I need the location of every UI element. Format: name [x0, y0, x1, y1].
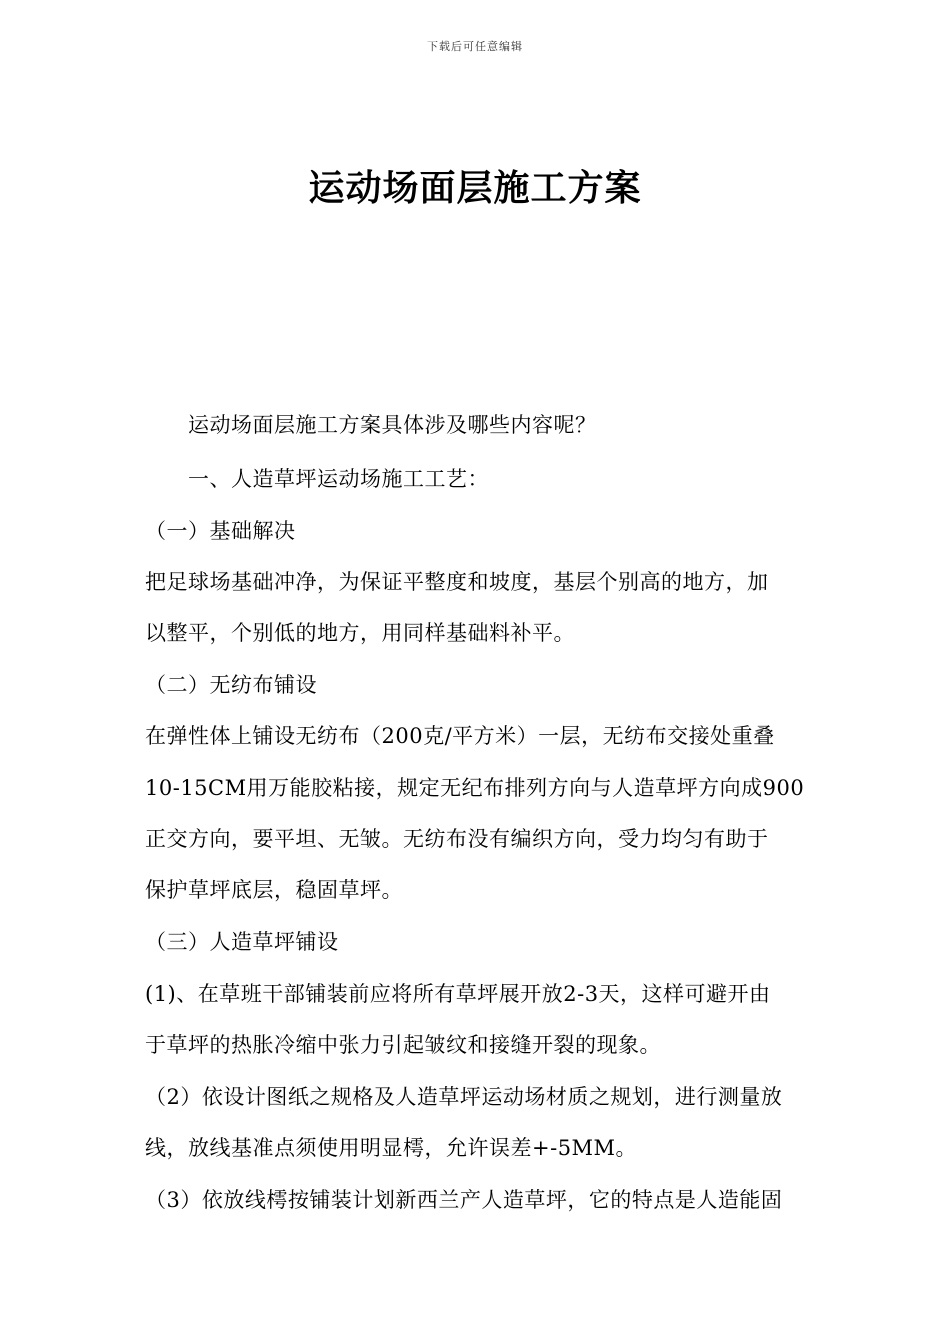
paragraph-line: 保护草坪底层，稳固草坪。	[145, 878, 403, 902]
paragraph-line: （3）依放线樗按铺装计划新西兰产人造草坪，它的特点是人造能固	[145, 1188, 783, 1212]
paragraph-line: 线，放线基准点须使用明显樗，允许误差+-5MM。	[145, 1136, 638, 1160]
intro-question: 运动场面层施工方案具体涉及哪些内容呢？	[188, 413, 597, 437]
paragraph-line: 10-15CM用万能胶粘接，规定无纪布排列方向与人造草坪方向成900	[145, 776, 805, 800]
subsection-heading: （二）无纺布铺设	[145, 673, 317, 697]
document-title: 运动场面层施工方案	[308, 168, 642, 209]
header-note: 下载后可任意编辑	[427, 40, 523, 53]
paragraph-line: 以整平，个别低的地方，用同样基础料补平。	[145, 621, 575, 645]
paragraph-line: 于草坪的热胀冷缩中张力引起皱纹和接缝开裂的现象。	[145, 1033, 661, 1057]
subsection-heading: （一）基础解决	[145, 519, 296, 543]
subsection-heading: （三）人造草坪铺设	[145, 930, 339, 954]
paragraph-line: (1)、在草班干部铺装前应将所有草坪展开放2-3天，这样可避开由	[145, 982, 771, 1006]
section-heading: 一、人造草坪运动场施工工艺：	[188, 467, 489, 491]
paragraph-line: 正交方向，要平坦、无皱。无纺布没有编织方向，受力均匀有助于	[145, 827, 769, 851]
paragraph-line: 把足球场基础冲净，为保证平整度和坡度，基层个别高的地方，加	[145, 570, 769, 594]
paragraph-line: 在弹性体上铺设无纺布（200克/平方米）一层，无纺布交接处重叠	[145, 724, 775, 748]
paragraph-line: （2）依设计图纸之规格及人造草坪运动场材质之规划，进行测量放	[145, 1085, 783, 1109]
